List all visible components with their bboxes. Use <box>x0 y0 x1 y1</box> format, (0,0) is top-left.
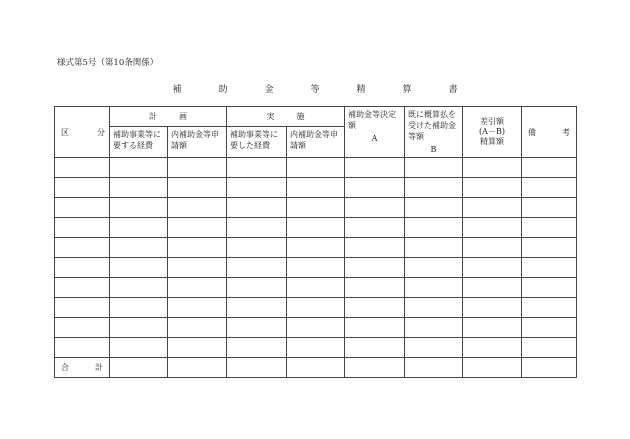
row-value-cell[interactable] <box>287 218 345 238</box>
row-value-cell[interactable] <box>287 258 345 278</box>
row-value-cell[interactable] <box>463 338 522 358</box>
row-value-cell[interactable] <box>522 338 577 358</box>
row-value-cell[interactable] <box>227 178 287 198</box>
total-value-cell[interactable] <box>405 358 463 378</box>
row-kubun-cell[interactable] <box>55 238 110 258</box>
row-value-cell[interactable] <box>110 318 168 338</box>
header-kettei <box>345 107 405 158</box>
header-shinsei-plan: 内補助金等申請額 <box>168 127 227 158</box>
row-value-cell[interactable] <box>287 298 345 318</box>
row-value-cell[interactable] <box>345 318 405 338</box>
row-value-cell[interactable] <box>168 178 227 198</box>
row-value-cell[interactable] <box>287 238 345 258</box>
header-shinsei-actual: 内補助金等申請額 <box>287 127 345 158</box>
row-value-cell[interactable] <box>345 338 405 358</box>
row-value-cell[interactable] <box>227 238 287 258</box>
row-value-cell[interactable] <box>227 318 287 338</box>
table-row <box>55 218 577 238</box>
row-value-cell[interactable] <box>227 278 287 298</box>
table-row <box>55 158 577 178</box>
row-value-cell[interactable] <box>522 258 577 278</box>
row-value-cell[interactable] <box>345 158 405 178</box>
row-value-cell[interactable] <box>463 238 522 258</box>
header-gaisan-text: 既に概算払を受けた補助金等額 <box>408 110 456 141</box>
total-value-cell[interactable] <box>227 358 287 378</box>
row-kubun-cell[interactable] <box>55 278 110 298</box>
row-value-cell[interactable] <box>405 338 463 358</box>
row-value-cell[interactable] <box>227 158 287 178</box>
row-value-cell[interactable] <box>227 198 287 218</box>
row-value-cell[interactable] <box>168 278 227 298</box>
total-row <box>55 358 577 378</box>
row-value-cell[interactable] <box>168 318 227 338</box>
row-value-cell[interactable] <box>405 278 463 298</box>
row-value-cell[interactable] <box>287 178 345 198</box>
row-value-cell[interactable] <box>345 238 405 258</box>
table-row <box>55 318 577 338</box>
row-value-cell[interactable] <box>168 258 227 278</box>
row-value-cell[interactable] <box>287 318 345 338</box>
row-kubun-cell[interactable] <box>55 158 110 178</box>
header-sashihiki-text: 差引額 <box>480 117 504 126</box>
table-row <box>55 178 577 198</box>
row-value-cell[interactable] <box>405 158 463 178</box>
total-value-cell[interactable] <box>168 358 227 378</box>
row-value-cell[interactable] <box>522 318 577 338</box>
header-sashihiki-formula: (A－B) <box>479 127 505 136</box>
row-value-cell[interactable] <box>345 198 405 218</box>
row-value-cell[interactable] <box>345 218 405 238</box>
row-value-cell[interactable] <box>168 198 227 218</box>
settlement-table <box>54 106 577 378</box>
row-value-cell[interactable] <box>405 298 463 318</box>
row-value-cell[interactable] <box>405 218 463 238</box>
row-value-cell[interactable] <box>110 238 168 258</box>
row-value-cell[interactable] <box>227 298 287 318</box>
row-value-cell[interactable] <box>522 198 577 218</box>
row-value-cell[interactable] <box>405 238 463 258</box>
row-kubun-cell[interactable] <box>55 338 110 358</box>
row-value-cell[interactable] <box>463 158 522 178</box>
header-jisshi: 実施 <box>227 107 345 127</box>
table-row <box>55 258 577 278</box>
row-value-cell[interactable] <box>110 298 168 318</box>
row-kubun-cell[interactable] <box>55 298 110 318</box>
row-value-cell[interactable] <box>168 338 227 358</box>
table-row <box>55 338 577 358</box>
header-seisan-text: 精算額 <box>480 137 504 146</box>
row-value-cell[interactable] <box>522 178 577 198</box>
row-kubun-cell[interactable] <box>55 218 110 238</box>
row-value-cell[interactable] <box>345 178 405 198</box>
header-kettei-text: 補助金等決定額 <box>348 110 396 130</box>
header-jigyo-keihi-actual: 補助事業等に要した経費 <box>227 127 287 158</box>
header-kubun: 区 分 <box>55 107 110 158</box>
total-value-cell[interactable] <box>522 358 577 378</box>
row-value-cell[interactable] <box>287 158 345 178</box>
row-value-cell[interactable] <box>522 278 577 298</box>
header-kettei-label: A <box>371 134 378 143</box>
row-value-cell[interactable] <box>110 278 168 298</box>
row-kubun-cell[interactable] <box>55 178 110 198</box>
row-value-cell[interactable] <box>110 198 168 218</box>
row-value-cell[interactable] <box>345 278 405 298</box>
header-gaisan <box>405 107 463 158</box>
row-value-cell[interactable] <box>522 158 577 178</box>
row-value-cell[interactable] <box>463 318 522 338</box>
total-value-cell[interactable] <box>463 358 522 378</box>
row-value-cell[interactable] <box>463 258 522 278</box>
row-value-cell[interactable] <box>110 158 168 178</box>
document-title: 補 助 金 等 精 算 書 <box>172 85 472 95</box>
row-value-cell[interactable] <box>110 258 168 278</box>
header-gaisan-label: B <box>430 145 437 154</box>
row-value-cell[interactable] <box>287 338 345 358</box>
row-value-cell[interactable] <box>345 298 405 318</box>
row-value-cell[interactable] <box>463 298 522 318</box>
row-kubun-cell[interactable] <box>55 198 110 218</box>
row-value-cell[interactable] <box>463 218 522 238</box>
table-row <box>55 198 577 218</box>
total-value-cell[interactable] <box>110 358 168 378</box>
row-value-cell[interactable] <box>287 278 345 298</box>
row-value-cell[interactable] <box>463 278 522 298</box>
row-value-cell[interactable] <box>405 198 463 218</box>
header-biko: 備考 <box>522 107 577 158</box>
total-label: 合 計 <box>55 358 110 378</box>
table-row <box>55 238 577 258</box>
row-value-cell[interactable] <box>405 318 463 338</box>
row-value-cell[interactable] <box>522 238 577 258</box>
header-keikaku: 計画 <box>110 107 227 127</box>
row-value-cell[interactable] <box>522 218 577 238</box>
row-value-cell[interactable] <box>110 338 168 358</box>
row-value-cell[interactable] <box>168 218 227 238</box>
row-value-cell[interactable] <box>463 198 522 218</box>
row-value-cell[interactable] <box>405 258 463 278</box>
row-value-cell[interactable] <box>345 258 405 278</box>
row-value-cell[interactable] <box>227 338 287 358</box>
row-value-cell[interactable] <box>522 298 577 318</box>
row-value-cell[interactable] <box>110 178 168 198</box>
row-kubun-cell[interactable] <box>55 318 110 338</box>
row-value-cell[interactable] <box>110 218 168 238</box>
row-kubun-cell[interactable] <box>55 258 110 278</box>
total-value-cell[interactable] <box>287 358 345 378</box>
row-value-cell[interactable] <box>463 178 522 198</box>
table-row <box>55 298 577 318</box>
row-value-cell[interactable] <box>227 218 287 238</box>
form-number: 様式第5号（第10条関係） <box>57 58 159 68</box>
total-value-cell[interactable] <box>345 358 405 378</box>
row-value-cell[interactable] <box>227 258 287 278</box>
header-sashihiki <box>463 107 522 158</box>
table-row <box>55 278 577 298</box>
row-value-cell[interactable] <box>405 178 463 198</box>
row-value-cell[interactable] <box>168 158 227 178</box>
row-value-cell[interactable] <box>287 198 345 218</box>
header-jigyo-keihi-plan: 補助事業等に要する経費 <box>110 127 168 158</box>
row-value-cell[interactable] <box>168 238 227 258</box>
row-value-cell[interactable] <box>168 298 227 318</box>
